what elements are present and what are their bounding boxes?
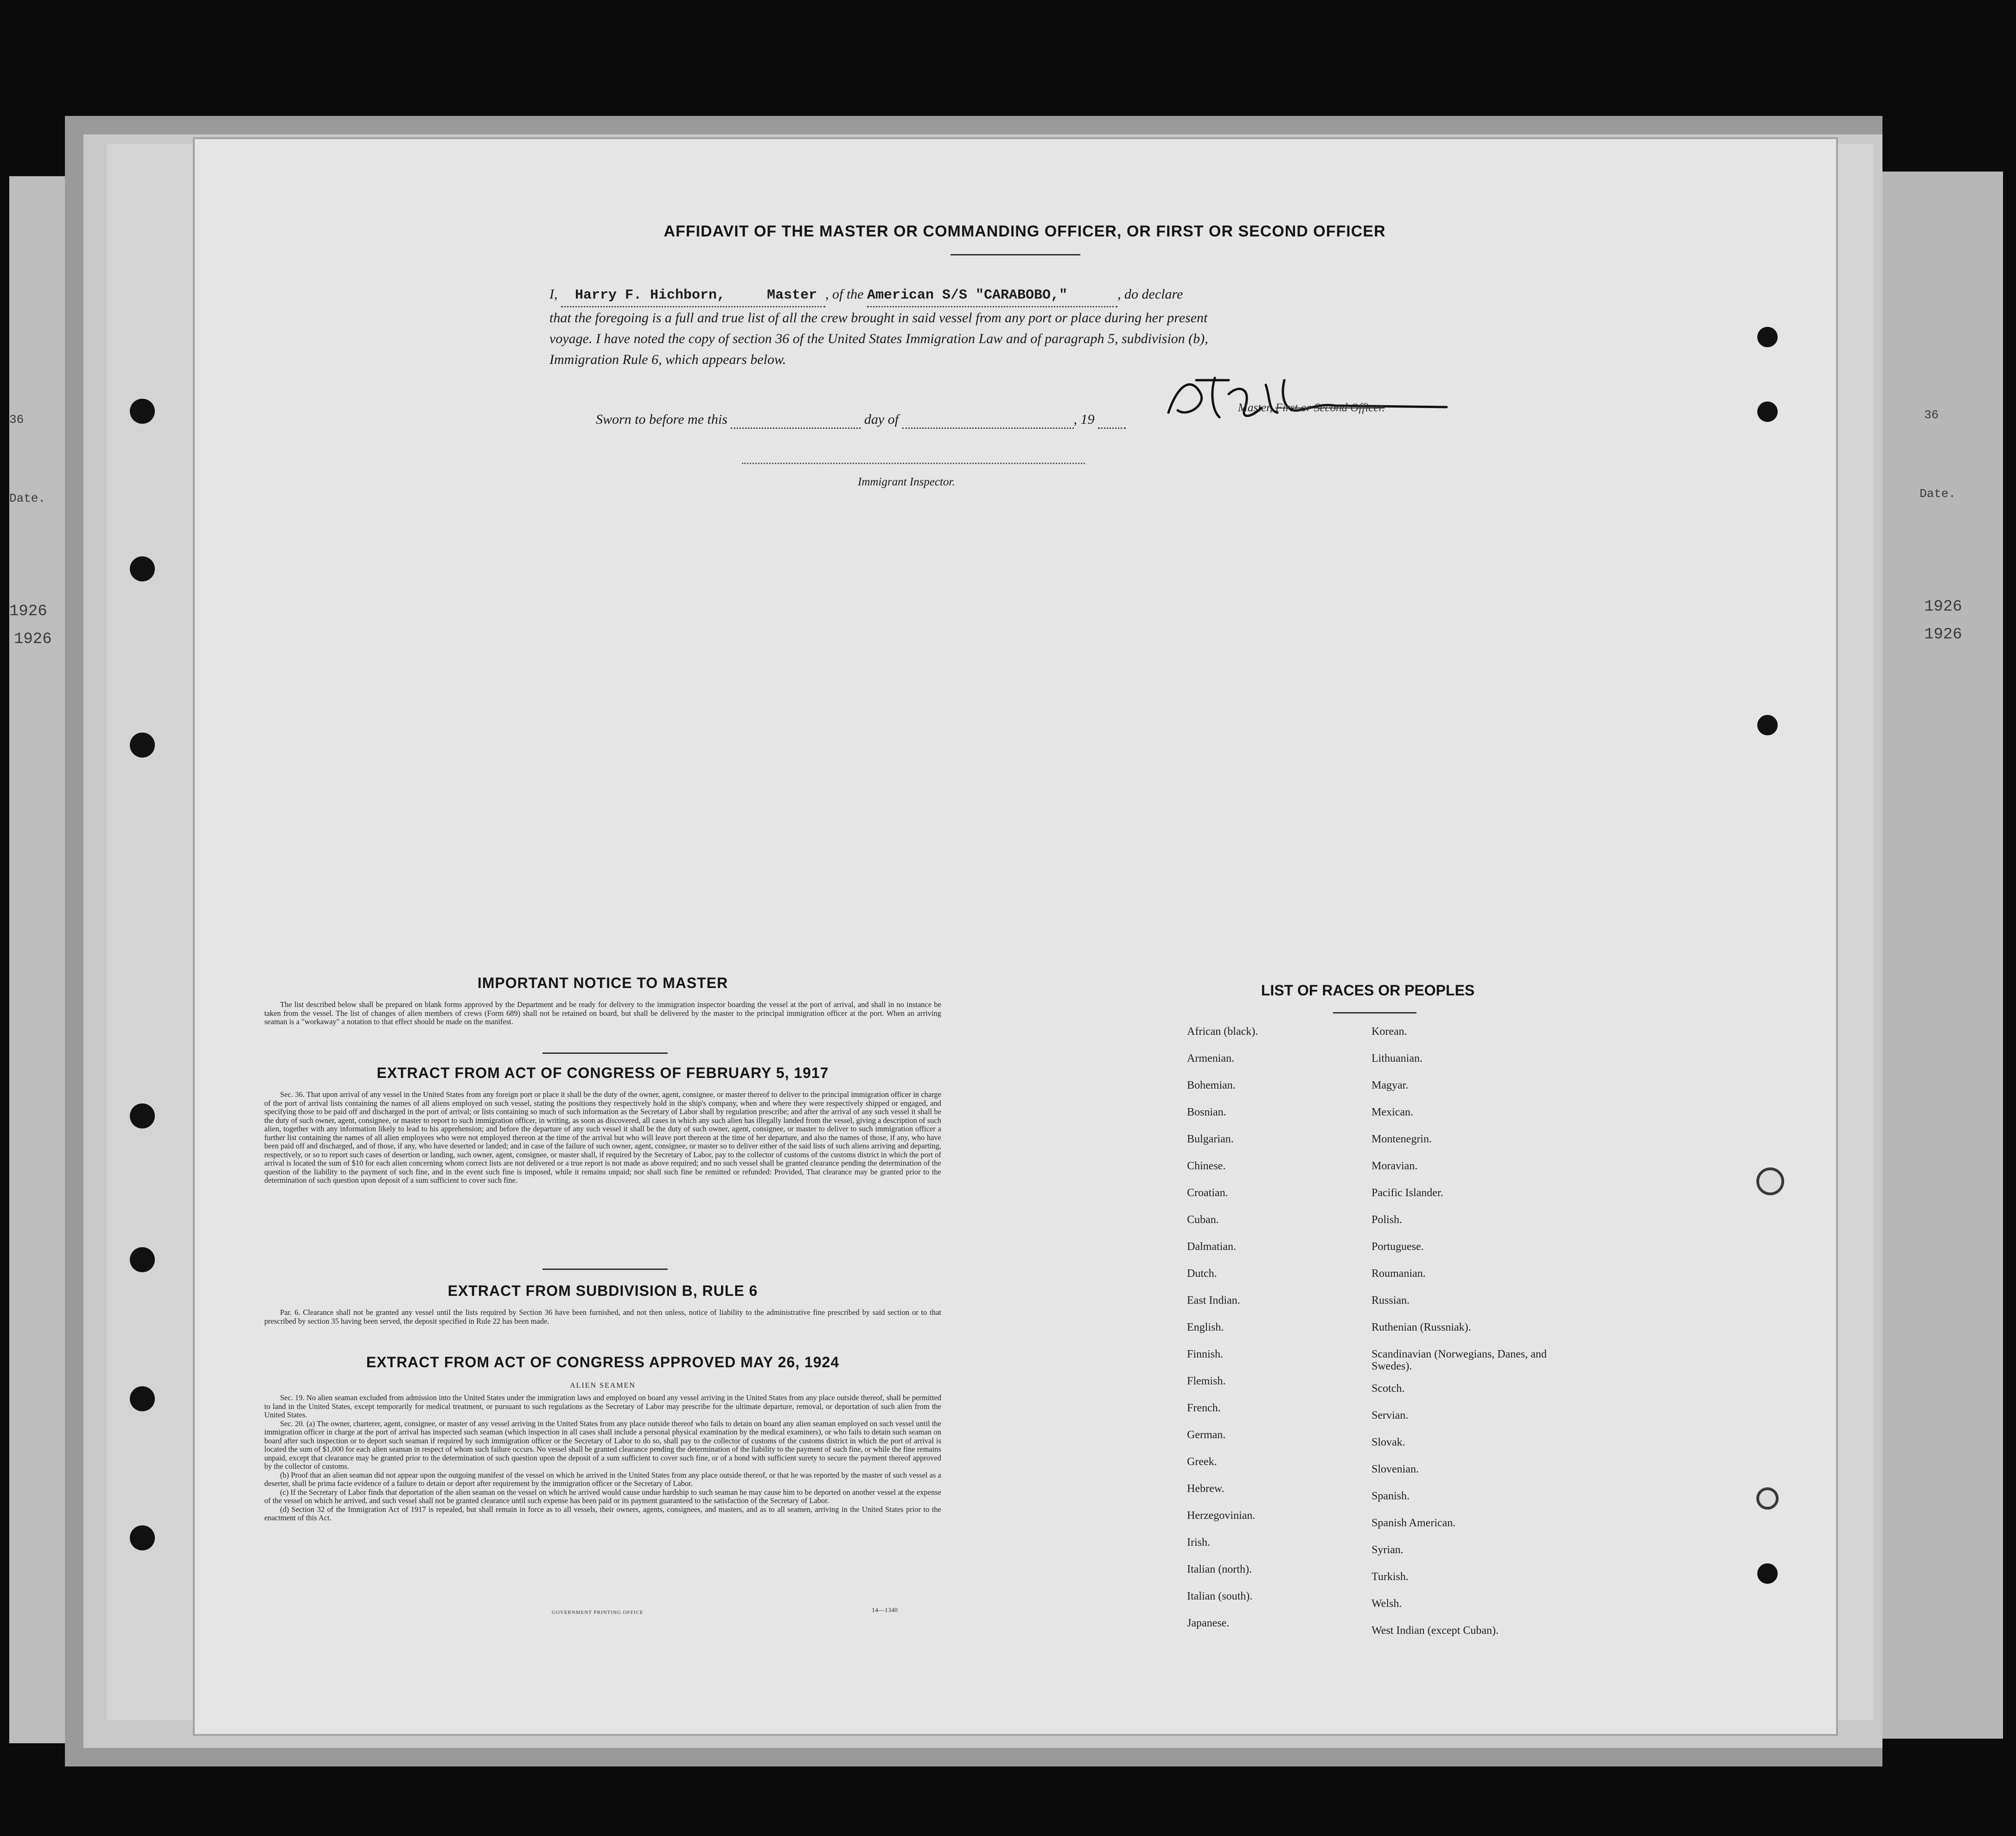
race-item: Finnish. (1187, 1348, 1224, 1360)
race-item: Bohemian. (1187, 1079, 1236, 1091)
race-item: Japanese. (1187, 1617, 1230, 1629)
sworn-year: , 19 (1073, 412, 1095, 427)
race-item: Armenian. (1187, 1052, 1234, 1065)
binder-hole (130, 1103, 155, 1128)
race-item: Servian. (1372, 1409, 1409, 1422)
binder-hole (130, 1525, 155, 1550)
binder-hole (130, 733, 155, 758)
title-rule (951, 254, 1080, 255)
side-fragment: 1926 (14, 631, 52, 648)
race-item: Montenegrin. (1372, 1133, 1432, 1145)
side-fragment: 1926 (1924, 626, 1962, 644)
act-1917-title: EXTRACT FROM ACT OF CONGRESS OF FEBRUARY 5, 1917 (376, 1065, 829, 1081)
race-item: Spanish American. (1372, 1517, 1456, 1529)
binder-hole (1757, 715, 1778, 735)
race-item: Irish. (1187, 1536, 1210, 1549)
sworn-day-field (731, 412, 861, 429)
race-item: Slovenian. (1372, 1463, 1419, 1475)
sworn-line (596, 412, 1126, 429)
act-1924-paragraph: (b) Proof that an alien seaman did not appear upon the outgoing manifest of the vessel on which he arrived in the United States from any place outside thereof, or that he was reported by the master of such vessel as a deserter, shall be prima facie evidence of a failure to detain or deport after requirement by the immigration officer or the Secretary of Labor. (264, 1470, 941, 1488)
rule-6-title: EXTRACT FROM SUBDIVISION B, RULE 6 (447, 1282, 758, 1299)
race-item: Scotch. (1372, 1383, 1405, 1395)
master-caption-label: Master, (1238, 402, 1273, 414)
adjacent-page-right (1873, 172, 2003, 1739)
act-1924-title: EXTRACT FROM ACT OF CONGRESS APPROVED MAY 26, 1924 (366, 1354, 840, 1371)
act-1924-paragraph: Sec. 20. (a) The owner, charterer, agent, consignee, or master of any vessel arriving in the United States from any place outside thereof who fails to detain on board any alien seaman employed on such vessel until the immigration officer in charge at the port of arrival has inspected such seaman (which inspection in all cases shall include a personal physical examination by the medical examiners), or who fails to detain such seaman on board after such inspection or to deport such seaman if required by such immigration officer or the Secretary of Labor to do so, shall pay to the collector of customs of the customs district in which the port of arrival is located the sum of $1,000 for each alien seaman in respect of whom such failure occurs. No vessel shall be granted clearance pending the determination of the liability to the payment of such fine, or while the fine remains unpaid, except that clearance may be granted prior to the determination of such question upon the deposit of a sum sufficient to cover such fine, or of a bond with sufficient surety to secure the payment thereof approved by the collector of customs. (264, 1419, 941, 1471)
inspector-signature-line (742, 463, 1085, 464)
sworn-month-field (902, 412, 1074, 429)
master-name: Harry F. Hichborn, (575, 287, 726, 303)
race-item: West Indian (except Cuban). (1372, 1625, 1499, 1637)
race-item: Cuban. (1187, 1214, 1219, 1226)
declaration-mid: , of the (825, 287, 864, 302)
race-item: Herzegovinian. (1187, 1510, 1256, 1522)
affidavit-title: AFFIDAVIT OF THE MASTER OR COMMANDING OFFICER, OR FIRST OR SECOND OFFICER (663, 223, 1386, 240)
binder-hole (130, 1386, 155, 1411)
race-item: English. (1187, 1321, 1224, 1333)
act-1924-subtitle: ALIEN SEAMEN (570, 1382, 636, 1390)
act-1924-body (264, 1394, 941, 1523)
race-item: Mexican. (1372, 1106, 1413, 1118)
binder-hole (130, 1247, 155, 1272)
race-item: Croatian. (1187, 1187, 1228, 1199)
act-1917-paragraph: Sec. 36. That upon arrival of any vessel in the United States from any foreign port or place it shall be the duty of the owner, agent, consignee, or master thereof to deliver to the principal immigration officer in charge of the port of arrival lists containing the names of all aliens employed on such vessel, stating the positions they respectively hold in the ship's company, when and where they were respectively shipped or engaged, and specifying those to be paid off and discharged in the port of arrival; or lists containing so much of such information as the Secretary of Labor shall by regulation prescribe; and after the arrival of any such vessel it shall be the duty of such owner, agent, consignee, or master to report to such immigration officer, in writing, as soon as discovered, all cases in which any such alien has illegally landed from the vessel, giving a description of such alien, together with any information likely to lead to his apprehension; and before the departure of any such vessel it shall be the duty of such owner, agent, consignee, or master to deliver to such immigration officer a further list containing the names of all alien employees who were not employed thereon at the time of the arrival but who will leave port thereon at the time of her departure, and also the names of those, if any, who have been paid off and discharged, and of those, if any, who have deserted or landed; and in case of the failure of such owner, agent, consignee, or master so to deliver either of the said lists of such aliens arriving and departing, respectively, or so to report such cases of desertion or landing, such owner, agent, consignee, or master shall, if required by the Secretary of Labor, pay to the collector of customs of the customs district in which the port of arrival is located the sum of $10 for each alien concerning whom correct lists are not delivered or a true report is not made as above required; and no such vessel shall be granted clearance pending the determination of the question of the liability to the payment of such fine, and in the event such fine is imposed, while it remains unpaid; nor shall such fine be remitted or refunded: Provided, That clearance may be granted prior to the determination of such question upon deposit of a sum sufficient to cover such fine. (264, 1090, 941, 1185)
race-item: Spanish. (1372, 1490, 1410, 1502)
binder-ring (1756, 1167, 1784, 1195)
race-item: Slovak. (1372, 1436, 1405, 1448)
sworn-year-field (1098, 412, 1126, 429)
declaration-text (549, 284, 1454, 370)
declaration-prefix: I, (549, 287, 558, 302)
declaration-line-3: voyage. I have noted the copy of section 36 of the United States Immigration Law and of paragraph 5, subdivision (b), (549, 331, 1208, 346)
vessel-field: American S/S "CARABOBO," (867, 285, 1117, 307)
race-item: Bulgarian. (1187, 1133, 1234, 1145)
declaration-line-2: that the foregoing is a full and true list of all the crew brought in said vessel from any port or place during her present (549, 310, 1208, 325)
important-notice-body (264, 1001, 941, 1026)
race-item: Hebrew. (1187, 1483, 1225, 1495)
section-rule (542, 1269, 668, 1270)
form-number: 14—1340 (872, 1607, 898, 1614)
race-item: Korean. (1372, 1026, 1407, 1038)
inspector-label: Immigrant Inspector. (858, 476, 955, 488)
race-item: Russian. (1372, 1294, 1410, 1307)
side-fragment: Date. (1920, 487, 1956, 501)
race-item: Italian (south). (1187, 1590, 1253, 1602)
race-item: Chinese. (1187, 1160, 1226, 1172)
important-notice-paragraph: The list described below shall be prepared on blank forms approved by the Department and be ready for delivery to the immigration inspector boarding the vessel at the port of arrival, and shall in no instance be taken from the vessel. The list of changes of alien members of crews (Form 689) shall not be retained on board, but shall be delivered by the master to the principal immigration officer at the port. When an arriving seaman is a "workaway" a notation to that effect should be made on the manifest. (264, 1000, 941, 1026)
struck-officer-text: First or Second Officer. (1275, 402, 1385, 414)
important-notice-title: IMPORTANT NOTICE TO MASTER (477, 975, 728, 991)
side-fragment: Date. (9, 491, 46, 505)
binder-hole (130, 399, 155, 424)
race-item: Roumanian. (1372, 1268, 1426, 1280)
race-item: Greek. (1187, 1456, 1217, 1468)
side-fragment: 36 (1924, 408, 1939, 422)
race-item: French. (1187, 1402, 1221, 1414)
races-title: LIST OF RACES OR PEOPLES (1261, 982, 1475, 999)
declaration-suffix: , do declare (1117, 287, 1183, 302)
race-item: Flemish. (1187, 1375, 1226, 1387)
master-name-field (561, 285, 825, 307)
race-item: Ruthenian (Russniak). (1372, 1321, 1471, 1333)
sworn-prefix: Sworn to before me this (596, 412, 727, 427)
race-item: Syrian. (1372, 1544, 1404, 1556)
printing-office-tag: GOVERNMENT PRINTING OFFICE (552, 1610, 644, 1615)
race-item: Pacific Islander. (1372, 1187, 1443, 1199)
race-item: Italian (north). (1187, 1563, 1252, 1575)
side-fragment: 1926 (1924, 598, 1962, 616)
race-item: Polish. (1372, 1214, 1403, 1226)
binder-hole (1757, 1563, 1778, 1584)
race-item: German. (1187, 1429, 1226, 1441)
race-item: Welsh. (1372, 1598, 1402, 1610)
declaration-line-4: Immigration Rule 6, which appears below. (549, 352, 786, 367)
race-item: African (black). (1187, 1026, 1258, 1038)
rule-6-paragraph: Par. 6. Clearance shall not be granted any vessel until the lists required by Section 36 have been furnished, and not then unless, notice of liability to the administrative fine prescribed by said section or to that prescribed by section 35 having been served, the deposit specified in Rule 22 has been made. (264, 1308, 941, 1326)
act-1924-paragraph: (d) Section 32 of the Immigration Act of 1917 is repealed, but shall remain in force as to all vessels, their owners, agents, consignees, and masters, and as to all seamen, arriving in the United States prior to the enactment of this Act. (264, 1504, 941, 1522)
race-item: Magyar. (1372, 1079, 1409, 1091)
act-1917-body (264, 1090, 941, 1185)
rule-6-body (264, 1308, 941, 1326)
binder-hole (130, 556, 155, 581)
declaration-line-1 (549, 284, 1454, 307)
race-item: Portuguese. (1372, 1241, 1424, 1253)
binder-hole (1757, 327, 1778, 347)
binder-ring (1756, 1487, 1779, 1510)
race-item: Turkish. (1372, 1571, 1409, 1583)
binder-hole (1757, 402, 1778, 422)
section-rule (542, 1052, 668, 1054)
master-rank: Master (767, 287, 817, 303)
race-item: Moravian. (1372, 1160, 1418, 1172)
side-fragment: 36 (9, 413, 24, 427)
side-fragment: 1926 (9, 603, 47, 620)
master-signature (1159, 366, 1461, 427)
race-item: Scandinavian (Norwegians, Danes, and Swedes). (1372, 1348, 1547, 1372)
race-item: Dutch. (1187, 1268, 1217, 1280)
race-item: Bosnian. (1187, 1106, 1226, 1118)
act-1924-paragraph: (c) If the Secretary of Labor finds that deportation of the alien seaman on the vessel on which he arrived would cause undue hardship to such seaman he may cause him to be deported on another vessel at the expense of the vessel on which he arrived, and such vessel shall not be granted clearance until such expense has been paid or its payment guaranteed to the satisfaction of the Secretary of Labor. (264, 1487, 941, 1505)
race-item: Dalmatian. (1187, 1241, 1236, 1253)
signature-caption (1238, 402, 1385, 414)
races-rule (1333, 1012, 1416, 1014)
sworn-mid: day of (864, 412, 899, 427)
race-item: Lithuanian. (1372, 1052, 1423, 1065)
race-item: East Indian. (1187, 1294, 1240, 1307)
act-1924-paragraph: Sec. 19. No alien seaman excluded from admission into the United States under the immigration laws and employed on board any vessel arriving in the United States from any place outside thereof, shall be permitted to land in the United States, except temporarily for medical treatment, or pursuant to such regulations as the Secretary of Labor may prescribe for the ultimate departure, removal, or deportation of such alien from the United States. (264, 1393, 941, 1419)
